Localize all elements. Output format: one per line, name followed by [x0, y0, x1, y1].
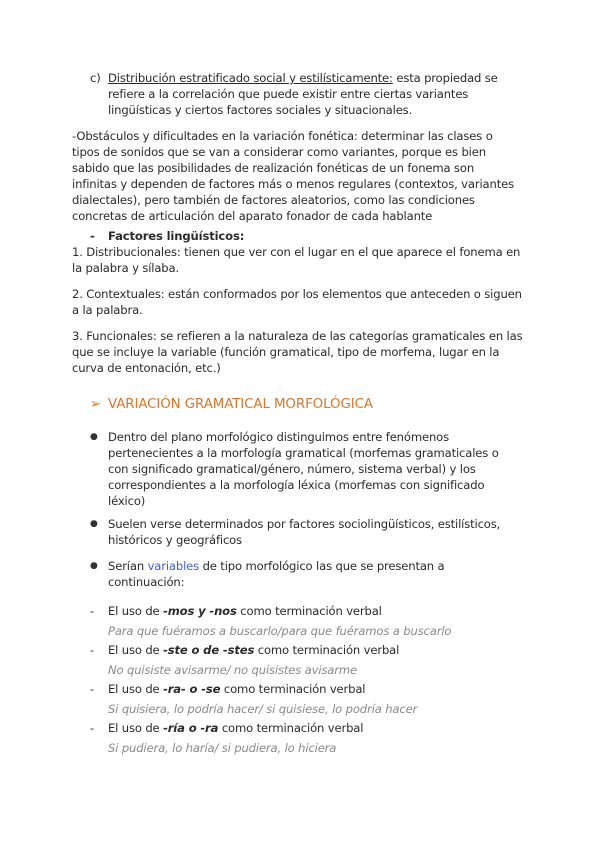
variable-title — [108, 603, 382, 619]
bullet-2-line: Suelen verse determinados por factores sociolingüísticos, estilísticos, — [108, 517, 501, 531]
factor-3-line: 3. Funcionales: se refieren a la naturaleza de las categorías gramaticales en las — [72, 329, 523, 343]
variable-suffix: -mos y -nos — [163, 604, 237, 618]
factors-title: Factores lingüísticos: — [108, 229, 245, 243]
variable-post: como terminación verbal — [236, 604, 382, 618]
item-c-title: Distribución estratificado social y estilísticamente: — [108, 71, 393, 85]
bullet-1-line: con significado gramatical/género, número, sistema verbal) y los — [108, 462, 476, 476]
bullet-icon: ● — [90, 561, 98, 571]
variable-pre: El uso de — [108, 682, 164, 696]
variable-pre: El uso de — [108, 604, 164, 618]
variables-link[interactable]: variables — [147, 559, 200, 573]
variable-suffix: -ría o -ra — [163, 721, 219, 735]
bullet-1-line: Dentro del plano morfológico distinguimos entre fenómenos — [108, 430, 449, 444]
obstacles-line: tipos de sonidos que se van a considerar como variantes, porque es bien — [72, 145, 486, 159]
bullet-1-line: correspondientes a la morfología léxica (morfemas con significado — [108, 478, 485, 492]
factor-1-line: 1. Distribucionales: tienen que ver con el lugar en el que aparece el fonema en — [72, 245, 521, 259]
factor-2-line: 2. Contextuales: están conformados por los elementos que anteceden o siguen — [72, 287, 522, 301]
variable-title — [108, 720, 363, 736]
variable-example: Para que fuéramos a buscarlo/para que fuéramos a buscarlo — [108, 624, 452, 638]
obstacles-line: concretas de articulación del aparato fonador de cada hablante — [72, 209, 433, 223]
item-c-line-2: refiere a la correlación que puede existir entre ciertas variantes — [108, 87, 469, 101]
variable-example: Si quisiera, lo podría hacer/ si quisiese, lo podría hacer — [108, 702, 418, 716]
item-c-text-1: esta propiedad se — [396, 71, 498, 85]
bullet-1-line: léxico) — [108, 494, 146, 508]
variable-post: como terminación verbal — [220, 682, 366, 696]
section-title: VARIACIÓN GRAMATICAL MORFOLÓGICA — [108, 397, 373, 412]
item-c-marker: c) — [90, 71, 101, 85]
factors-dash: - — [90, 229, 95, 243]
variable-post: como terminación verbal — [218, 721, 364, 735]
bullet-3-line — [108, 558, 445, 574]
bullet-3-line: continuación: — [108, 575, 185, 589]
bullet-2-line: históricos y geográficos — [108, 533, 243, 547]
bullet-icon: ● — [90, 432, 98, 442]
variable-suffix: -ra- o -se — [163, 682, 221, 696]
factor-3-line: curva de entonación, etc.) — [72, 361, 221, 375]
variable-title — [108, 642, 399, 658]
variable-example: Si pudiera, lo haría/ si pudiera, lo hiciera — [108, 741, 337, 755]
factor-2-line: a la palabra. — [72, 303, 143, 317]
factor-1-line: la palabra y sílaba. — [72, 261, 179, 275]
variable-pre: El uso de — [108, 721, 164, 735]
arrow-icon: ➢ — [90, 397, 102, 412]
bullet-3-post: de tipo morfológico las que se presentan a — [199, 559, 445, 573]
obstacles-line: dialectales), pero también de factores aleatorios, como las condiciones — [72, 193, 475, 207]
bullet-3-pre: Serían — [108, 559, 148, 573]
variable-example: No quisiste avisarme/ no quisistes avisarme — [108, 663, 357, 677]
obstacles-line: infinitas y dependen de factores más o menos regulares (contextos, variantes — [72, 177, 514, 191]
bullet-icon: ● — [90, 519, 98, 529]
dash-marker: - — [90, 682, 95, 696]
dash-marker: - — [90, 643, 95, 657]
variable-post: como terminación verbal — [254, 643, 400, 657]
dash-marker: - — [90, 604, 95, 618]
dash-marker: - — [90, 721, 95, 735]
item-c-line-1 — [108, 70, 498, 86]
item-c-line-3: lingüísticas y ciertos factores sociales y situacionales. — [108, 103, 413, 117]
variable-pre: El uso de — [108, 643, 164, 657]
variable-suffix: -ste o de -stes — [163, 643, 255, 657]
obstacles-line: -Obstáculos y dificultades en la variación fonética: determinar las clases o — [72, 129, 493, 143]
obstacles-line: sabido que las posibilidades de realización fonéticas de un fonema son — [72, 161, 475, 175]
bullet-1-line: pertenecientes a la morfología gramatical (morfemas gramaticales o — [108, 446, 499, 460]
factor-3-line: que se incluye la variable (función gramatical, tipo de morfema, lugar en la — [72, 345, 500, 359]
variable-title — [108, 681, 365, 697]
